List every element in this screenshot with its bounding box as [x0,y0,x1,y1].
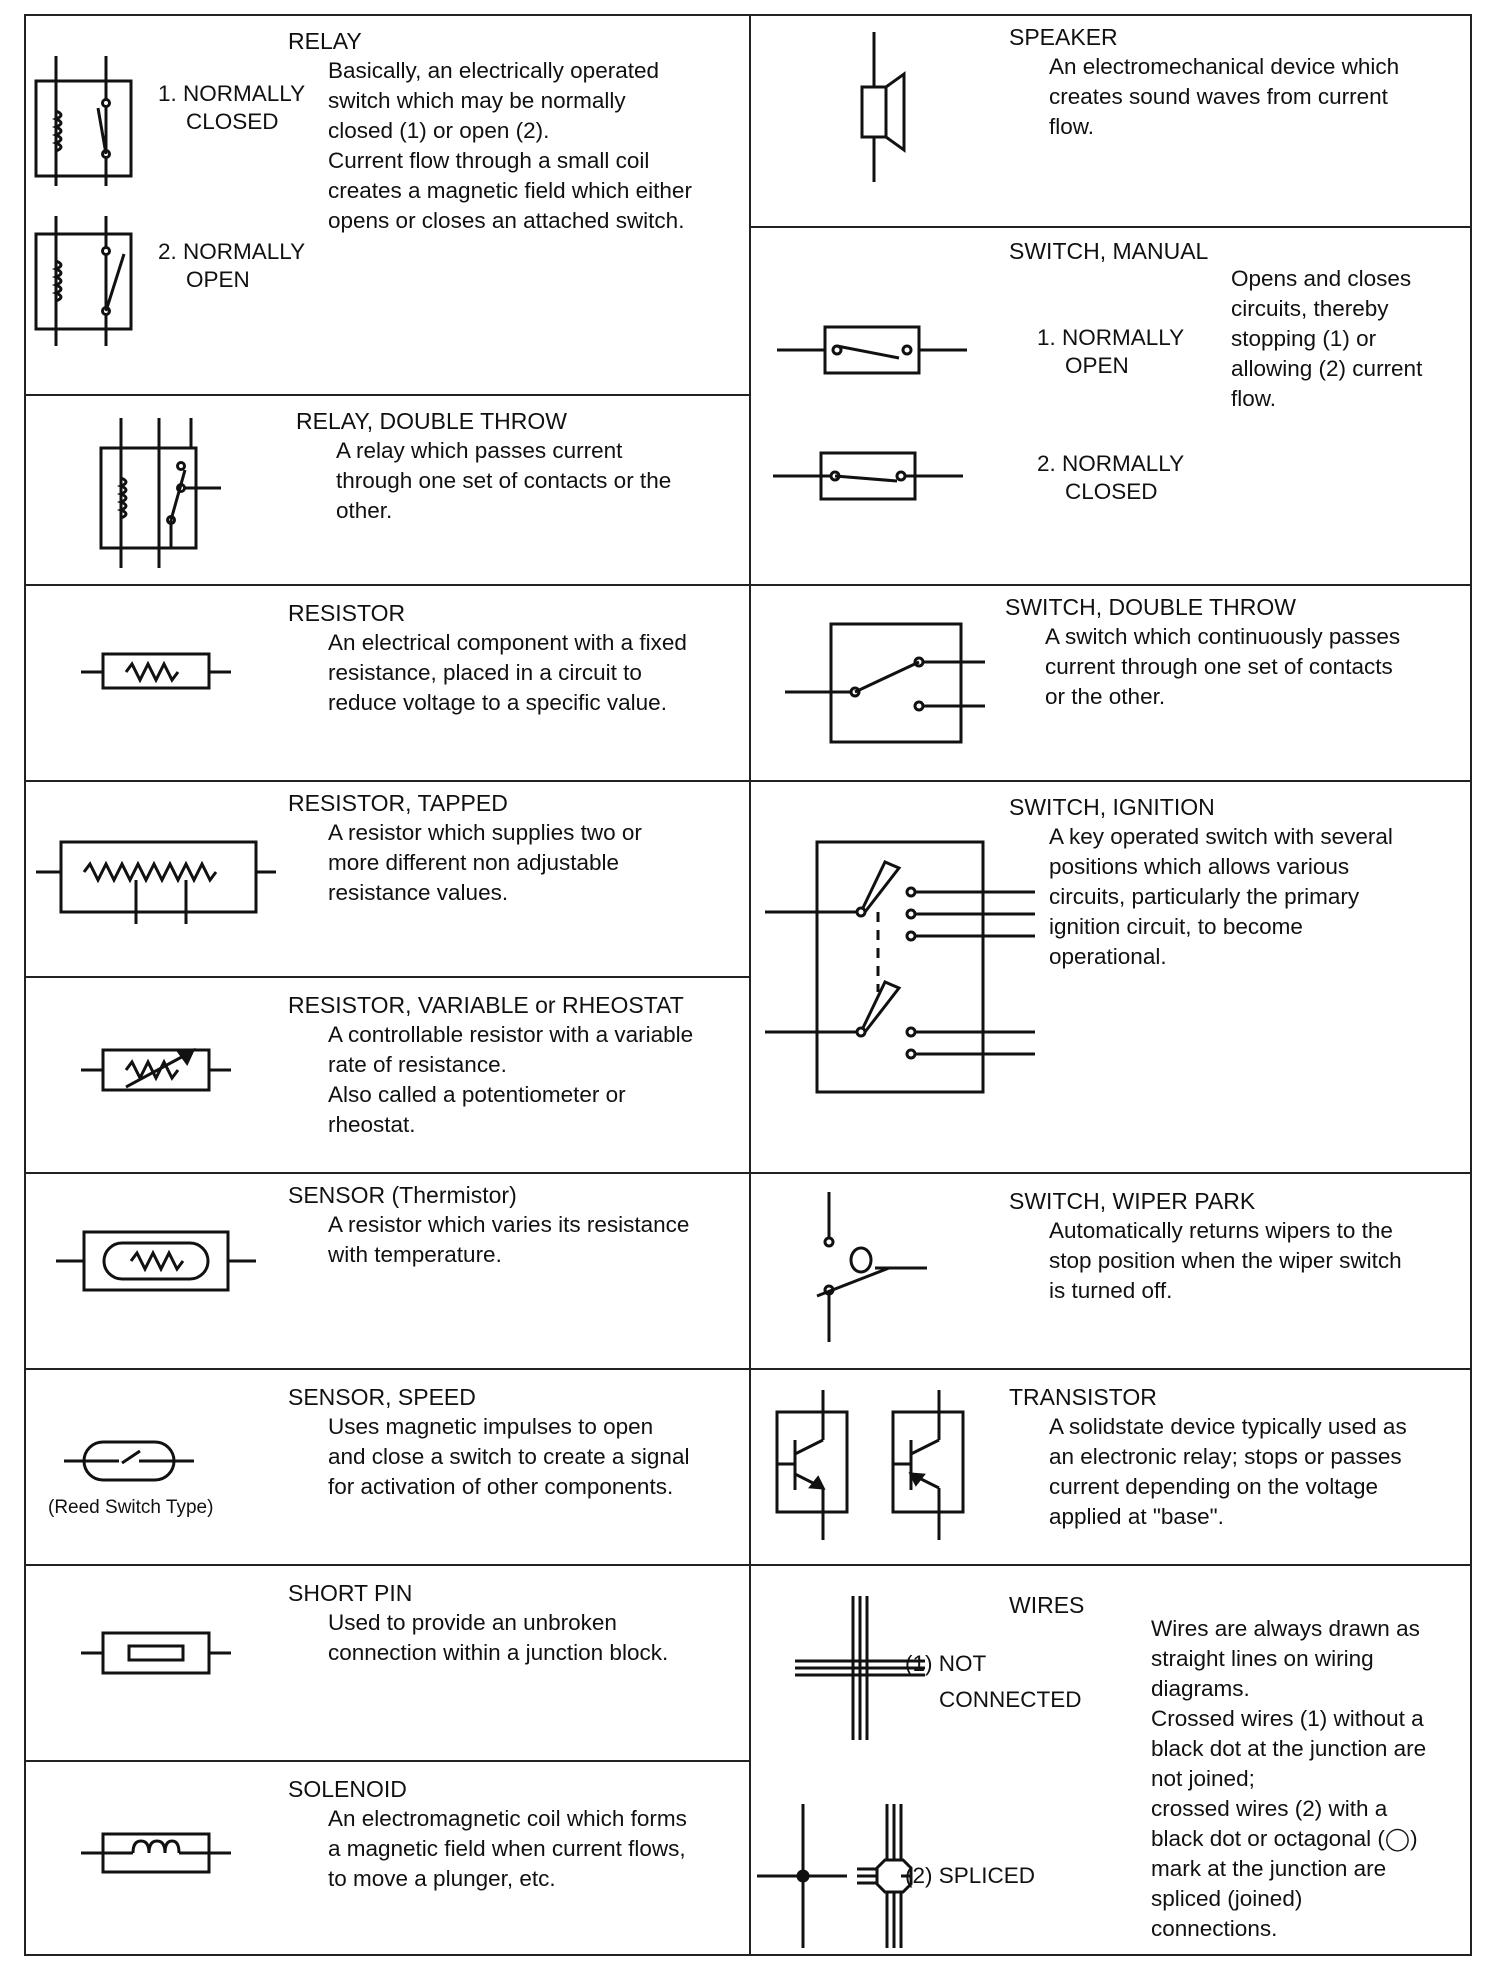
relay-sub-label-1 [158,80,305,136]
desc-line: Uses magnetic impulses to open [328,1414,654,1439]
switch-double-throw-title: SWITCH, DOUBLE THROW [1005,594,1296,620]
desc-line: circuits, thereby [1231,296,1389,321]
desc-line: connections. [1151,1916,1278,1941]
switch-normally-open-symbol [777,322,967,378]
resistor-variable-title: RESISTOR, VARIABLE or RHEOSTAT [288,992,684,1018]
desc-line: Automatically returns wipers to the [1049,1218,1393,1243]
resistor-variable-description [328,1020,693,1140]
relay-title: RELAY [288,28,362,54]
desc-line: more different non adjustable [328,850,620,875]
sensor-speed-description [328,1412,689,1502]
sub-label-line: (1) NOT [905,1651,987,1676]
rheostat-symbol [81,1042,231,1092]
resistor-title: RESISTOR [288,600,406,626]
cell-switch-manual [749,228,1470,586]
desc-line: black dot at the junction are [1151,1736,1427,1761]
desc-line: reduce voltage to a specific value. [328,690,667,715]
sensor-thermistor-title: SENSOR (Thermistor) [288,1182,517,1208]
desc-line: with temperature. [328,1242,502,1267]
wiper-park-switch-symbol [817,1192,947,1342]
desc-line: Basically, an electrically operated [328,58,659,83]
desc-line: switch which may be normally [328,88,626,113]
desc-line: opens or closes an attached switch. [328,208,685,233]
desc-line: flow. [1049,114,1095,139]
switch-wiper-park-description [1049,1216,1402,1306]
relay-double-throw-title: RELAY, DOUBLE THROW [296,408,567,434]
short-pin-title: SHORT PIN [288,1580,413,1606]
sub-label-line: CLOSED [186,109,279,134]
solenoid-description [328,1804,687,1894]
desc-line: creates a magnetic field which either [328,178,692,203]
relay-normally-open-symbol [36,216,136,366]
relay-normally-closed-symbol [36,56,136,206]
cell-switch-ignition [749,782,1470,1174]
desc-line: mark at the junction are [1151,1856,1387,1881]
desc-line: a magnetic field when current flows, [328,1836,686,1861]
speaker-title: SPEAKER [1009,24,1118,50]
desc-line: A resistor which varies its resistance [328,1212,690,1237]
sub-label-line: OPEN [186,267,250,292]
desc-line: connection within a junction block. [328,1640,669,1665]
switch-ignition-title: SWITCH, IGNITION [1009,794,1215,820]
desc-line: spliced (joined) [1151,1886,1303,1911]
speaker-symbol [854,32,914,182]
switch-double-throw-symbol [785,616,985,766]
desc-line: applied at "base". [1049,1504,1224,1529]
desc-line: crossed wires (2) with a [1151,1796,1388,1821]
short-pin-description [328,1608,668,1668]
cell-resistor [26,586,749,782]
desc-line: Used to provide an unbroken [328,1610,617,1635]
desc-line: An electromechanical device which [1049,54,1400,79]
desc-line: Current flow through a small coil [328,148,650,173]
desc-line: current through one set of contacts [1045,654,1393,679]
desc-line: other. [336,498,393,523]
switch-manual-title: SWITCH, MANUAL [1009,238,1209,264]
sub-label-line: 1. NORMALLY [1037,325,1185,350]
desc-line: flow. [1231,386,1277,411]
sub-label-line: CONNECTED [939,1687,1082,1712]
cell-sensor-speed [26,1370,749,1566]
desc-line: an electronic relay; stops or passes [1049,1444,1402,1469]
desc-line: A solidstate device typically used as [1049,1414,1407,1439]
desc-line: and close a switch to create a signal [328,1444,690,1469]
cell-relay [26,16,749,396]
switch-wiper-park-title: SWITCH, WIPER PARK [1009,1188,1256,1214]
transistor-description [1049,1412,1407,1532]
desc-line: A key operated switch with several [1049,824,1393,849]
desc-line: rheostat. [328,1112,416,1137]
desc-line: Opens and closes [1231,266,1412,291]
switch-ignition-description [1049,822,1393,972]
thermistor-symbol [56,1226,256,1296]
transistor-npn-symbol [773,1390,863,1540]
desc-line: A switch which continuously passes [1045,624,1401,649]
desc-line: is turned off. [1049,1278,1173,1303]
switch-normally-closed-symbol [773,448,963,504]
cell-resistor-tapped [26,782,749,978]
relay-sub-label-2 [158,238,305,294]
desc-line: stop position when the wiper switch [1049,1248,1402,1273]
wires-sub-label-2: (2) SPLICED [905,1863,1036,1888]
desc-line: through one set of contacts or the [336,468,672,493]
cell-transistor [749,1370,1470,1566]
reed-switch-caption: (Reed Switch Type) [48,1497,214,1518]
desc-line: current depending on the voltage [1049,1474,1378,1499]
resistor-tapped-title: RESISTOR, TAPPED [288,790,508,816]
cell-short-pin [26,1566,749,1762]
cell-wires [749,1566,1470,1956]
relay-double-throw-description [336,436,671,526]
resistor-description [328,628,687,718]
solenoid-symbol [81,1828,231,1878]
cell-sensor-thermistor [26,1174,749,1370]
desc-line: operational. [1049,944,1167,969]
desc-line: ignition circuit, to become [1049,914,1303,939]
desc-line: straight lines on wiring [1151,1646,1374,1671]
switch-double-throw-description [1045,622,1400,712]
desc-line: A relay which passes current [336,438,623,463]
desc-line: An electromagnetic coil which forms [328,1806,687,1831]
reed-switch-symbol [64,1436,194,1486]
desc-line: circuits, particularly the primary [1049,884,1360,909]
resistor-tapped-description [328,818,642,908]
cell-speaker [749,16,1470,228]
sub-label-line: 2. NORMALLY [158,239,306,264]
cell-relay-double-throw [26,396,749,586]
desc-line: Wires are always drawn as [1151,1616,1420,1641]
cell-resistor-variable [26,978,749,1174]
ignition-switch-symbol [765,832,1035,1102]
sensor-thermistor-description [328,1210,689,1270]
resistor-tapped-symbol [36,834,276,924]
sub-label-line: 1. NORMALLY [158,81,306,106]
desc-line: resistance values. [328,880,509,905]
transistor-title: TRANSISTOR [1009,1384,1157,1410]
desc-line: resistance, placed in a circuit to [328,660,642,685]
desc-line: or the other. [1045,684,1166,709]
desc-line: to move a plunger, etc. [328,1866,556,1891]
switch-manual-description [1231,264,1422,414]
desc-line: not joined; [1151,1766,1255,1791]
left-column [26,16,751,1954]
resistor-symbol [81,652,231,692]
right-column [749,16,1470,1954]
desc-line: Also called a potentiometer or [328,1082,626,1107]
desc-line: rate of resistance. [328,1052,507,1077]
symbol-chart-table [24,14,1472,1956]
desc-line: black dot or octagonal (◯) [1151,1826,1418,1851]
solenoid-title: SOLENOID [288,1776,407,1802]
desc-line: allowing (2) current [1231,356,1423,381]
desc-line: closed (1) or open (2). [328,118,550,143]
transistor-pnp-symbol [889,1390,979,1540]
desc-line: diagrams. [1151,1676,1250,1701]
wires-title: WIRES [1009,1592,1085,1618]
relay-double-throw-symbol [101,418,241,568]
desc-line: stopping (1) or [1231,326,1377,351]
desc-line: Crossed wires (1) without a [1151,1706,1424,1731]
sub-label-line: 2. NORMALLY [1037,451,1185,476]
cell-switch-wiper-park [749,1174,1470,1370]
switch-manual-sub-label-2 [1037,450,1184,506]
short-pin-symbol [81,1628,231,1678]
speaker-description [1049,52,1399,142]
desc-line: positions which allows various [1049,854,1350,879]
desc-line: for activation of other components. [328,1474,674,1499]
sensor-speed-title: SENSOR, SPEED [288,1384,476,1410]
wires-description [1151,1614,1426,1944]
desc-line: An electrical component with a fixed [328,630,687,655]
switch-manual-sub-label-1 [1037,324,1184,380]
cell-switch-double-throw [749,586,1470,782]
relay-description [328,56,692,236]
sub-label-line: CLOSED [1065,479,1158,504]
desc-line: A resistor which supplies two or [328,820,642,845]
wires-spliced-symbol [757,1804,907,1948]
cell-solenoid [26,1762,749,1956]
wires-sub-label-1 [905,1646,1082,1718]
sub-label-line: OPEN [1065,353,1129,378]
desc-line: creates sound waves from current [1049,84,1388,109]
desc-line: A controllable resistor with a variable [328,1022,694,1047]
